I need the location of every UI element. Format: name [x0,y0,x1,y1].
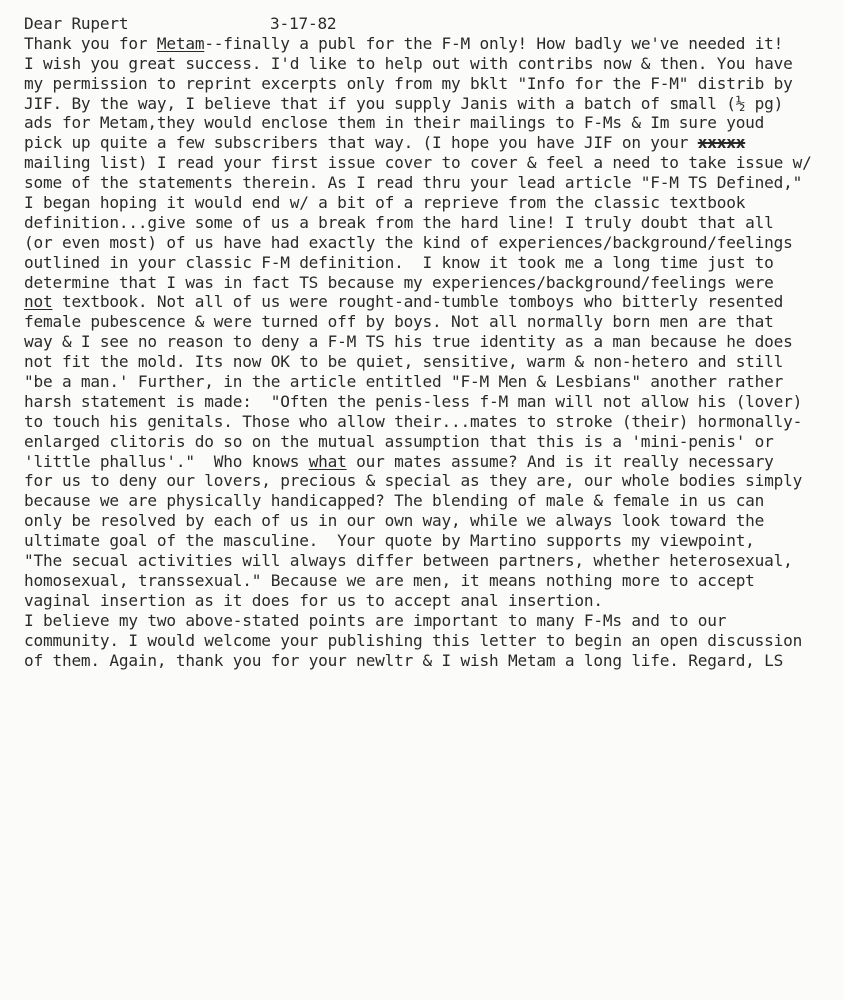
line-text: textbook. Not all of us were rought-and-tumble tomboys who bitterly resented [52,292,784,312]
line-text: (or even most) of us have had exactly the kind of experiences/background/feelings [24,232,793,252]
line-text: "be a man.' Further, in the article entitled "F-M Men & Lesbians" another rather [24,372,784,392]
letter-line [24,591,836,611]
letter-line [24,651,836,671]
line-text: I believe my two above-stated points are important to many F-Ms and to our [24,610,727,630]
line-text: I wish you great success. I'd like to help out with contribs now & then. You have [24,53,793,73]
letter-line [24,193,836,213]
underlined-word: not [24,292,53,312]
line-text: enlarged clitoris do so on the mutual assumption that this is a 'mini-penis' or [24,431,774,451]
letter-line [24,531,836,551]
line-text: not fit the mold. Its now OK to be quiet, sensitive, warm & non-hetero and still [24,352,784,372]
letter-line [24,511,836,531]
line-text: definition...give some of us a break from the hard line! I truly doubt that all [24,212,774,232]
line-text: 'little phallus'." Who knows [24,451,309,471]
line-text: female pubescence & were turned off by boys. Not all normally born men are that [24,312,774,332]
line-text: some of the statements therein. As I read thru your lead article "F-M TS Defined," [24,173,803,193]
line-text: JIF. By the way, I believe that if you supply Janis with a batch of small (½ pg) [24,93,784,113]
letter-line [24,471,836,491]
letter-line [24,54,836,74]
letter-line [24,153,836,173]
letter-line [24,332,836,352]
line-text: of them. Again, thank you for your newltr & I wish Metam a long life. Regard, LS [24,650,784,670]
letter-body [24,34,836,671]
line-text: my permission to reprint excerpts only from my bklt "Info for the F-M" distrib by [24,73,793,93]
letter-line [24,74,836,94]
letter-header [24,14,836,34]
letter-line [24,113,836,133]
letter-line [24,432,836,452]
line-text: outlined in your classic F-M definition. I know it took me a long time just to [24,252,774,272]
line-text: mailing list) I read your first issue cover to cover & feel a need to take issue w/ [24,153,812,173]
underlined-word: what [308,451,347,471]
line-text: "The secual activities will always differ between partners, whether heterosexual, [24,551,793,571]
line-text: ads for Metam,they would enclose them in their mailings to F-Ms & Im sure youd [24,113,765,133]
line-text: to touch his genitals. Those who allow their...mates to stroke (their) hormonally- [24,411,803,431]
line-text: Thank you for [24,33,157,53]
letter-line [24,551,836,571]
line-text: pick up quite a few subscribers that way. (I hope you have JIF on your [24,133,698,153]
letter-line [24,611,836,631]
letter-line [24,571,836,591]
letter-line [24,133,836,153]
salutation: Dear Rupert [24,14,129,33]
line-text: for us to deny our lovers, precious & special as they are, our whole bodies simply [24,471,803,491]
letter-line [24,213,836,233]
letter-line [24,173,836,193]
line-text: harsh statement is made: "Often the penis-less f-M man will not allow his (lover) [24,391,803,411]
line-text: determine that I was in fact TS because my experiences/background/feelings were [24,272,774,292]
line-text: homosexual, transsexual." Because we are men, it means nothing more to accept [24,570,755,590]
line-text: community. I would welcome your publishing this letter to begin an open discussion [24,630,803,650]
line-text: vaginal insertion as it does for us to accept anal insertion. [24,590,603,610]
letter-line [24,452,836,472]
underlined-word: Metam [156,33,205,53]
line-text: only be resolved by each of us in our own way, while we always look toward the [24,511,765,531]
struck-out-word: xxxxx [697,133,746,153]
letter-line [24,273,836,293]
letter-date: 3-17-82 [270,14,337,33]
letter-line [24,372,836,392]
typed-letter [24,14,836,670]
letter-line [24,352,836,372]
letter-line [24,491,836,511]
line-text: way & I see no reason to deny a F-M TS his true identity as a man because he does [24,332,793,352]
letter-line [24,312,836,332]
letter-line [24,392,836,412]
letter-line [24,94,836,114]
line-text: I began hoping it would end w/ a bit of a reprieve from the classic textbook [24,193,746,213]
letter-line [24,233,836,253]
letter-line [24,631,836,651]
letter-line [24,253,836,273]
letter-line [24,412,836,432]
line-text: ultimate goal of the masculine. Your quote by Martino supports my viewpoint, [24,531,755,551]
letter-line [24,34,836,54]
line-text: --finally a publ for the F-M only! How badly we've needed it! [204,33,784,53]
line-text: because we are physically handicapped? The blending of male & female in us can [24,491,765,511]
line-text: our mates assume? And is it really necessary [346,451,774,471]
letter-line [24,292,836,312]
